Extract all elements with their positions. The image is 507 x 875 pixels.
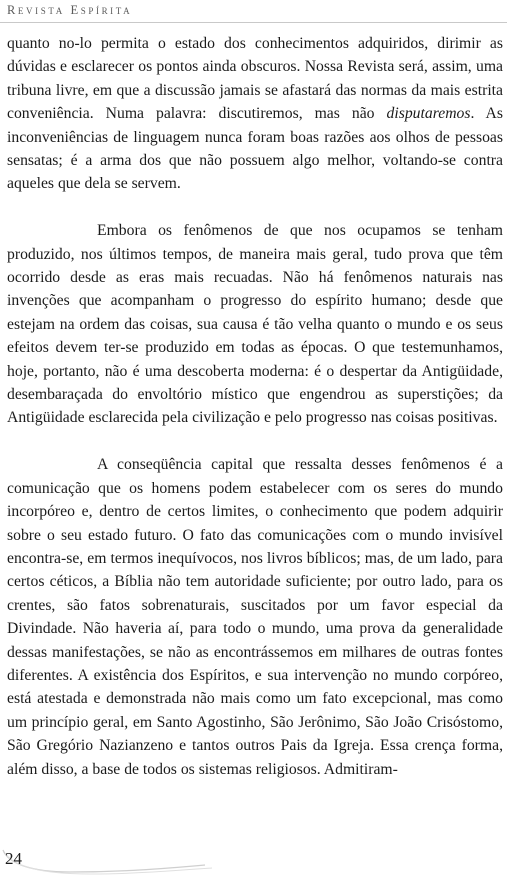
page-footer (0, 845, 507, 875)
footer-swoosh-ornament (0, 845, 220, 875)
header-divider (0, 22, 507, 23)
paragraph-1-text-a: quanto no-lo permita o estado dos conhecimentos adquiridos, dirimir as dúvidas e esclarecer os pontos ainda obscuros. Nossa Revista será, assim, uma tribuna livre, em que a discussão jamais se afastará das normas da mais estrita conveniência. Numa palavra: discutiremos, mas não (7, 35, 503, 123)
paragraph-2: Embora os fenômenos de que nos ocupamos se tenham produzido, nos últimos tempos, de maneira mais geral, tudo prova que têm ocorrido desde as eras mais recuadas. Não há fenômenos naturais nas invenções que acompanham o progresso do espírito humano; desde que estejam na ordem das coisas, sua causa é tão velha quanto o mundo e os seus efeitos devem ter-se produzido em todas as épocas. O que testemunhamos, hoje, portanto, não é uma descoberta moderna: é o despertar da Antigüidade, desembaraçada do envoltório místico que engendrou as superstições; da Antigüidade esclarecida pela civilização e pelo progresso nas coisas positivas. (7, 222, 503, 427)
page-number: 24 (5, 849, 22, 868)
emphasis-disputaremos: disputaremos (386, 105, 471, 123)
paragraph-1 (7, 32, 503, 196)
running-head-title: Revista Espírita (7, 3, 133, 17)
paragraph-1-text-b: . As inconveniências de linguagem nunca foram boas razões aos olhos de pessoas sensatas; é a arma dos que não possuem algo melhor, voltando-se contra aqueles que dela se servem. (7, 105, 503, 193)
paragraph-3: A conseqüência capital que ressalta desses fenômenos é a comunicação que os homens podem estabelecer com os seres do mundo incorpóreo e, dentro de certos limites, o conhecimento que podem adquirir sobre o seu estado futuro. O fato das comunicações com o mundo invisível encontra-se, em termos inequívocos, nos livros bíblicos; mas, de um lado, para certos céticos, a Bíblia não tem autoridade suficiente; por outro lado, para os crentes, são fatos sobrenaturais, suscitados por um favor especial da Divindade. Não haveria aí, para todo o mundo, uma prova da generalidade dessas manifestações, se não as encontrássemos em milhares de outras fontes diferentes. A existência dos Espíritos, e sua intervenção no mundo corpóreo, está atestada e demonstrada não mais como um fato excepcional, mas como um princípio geral, em Santo Agostinho, São Jerônimo, São João Crisóstomo, São Gregório Nazianzeno e tantos outros Pais da Igreja. Essa crença forma, além disso, a base de todos os sistemas religiosos. Admitiram- (7, 456, 503, 778)
page-body (7, 32, 503, 781)
